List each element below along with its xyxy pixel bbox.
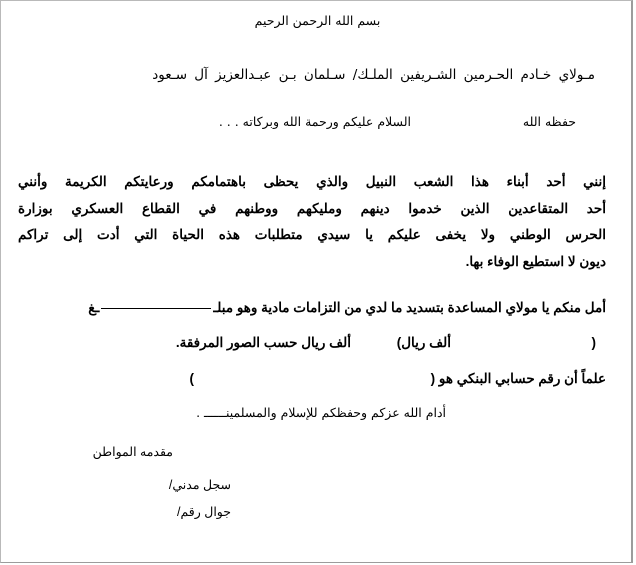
basmala-heading: بسم الله الرحمن الرحيم <box>254 13 381 28</box>
paragraph-line: ديون لا استطيع الوفاء بها. <box>465 253 606 269</box>
alf-riyal-paren: ألف ريال) <box>396 335 451 350</box>
bank-account-line: علماً أن رقم حسابي البنكي هو ( <box>430 371 606 386</box>
mobile-field: جوال رقم/ <box>176 505 231 519</box>
closing-line <box>196 405 446 420</box>
main-paragraph <box>18 169 606 275</box>
closing-dots: ــــــ . <box>196 405 227 420</box>
hafizahullah-text: حفظه الله <box>522 114 576 129</box>
request-line <box>19 300 606 316</box>
paragraph-line: إنني أحد أبناء هذا الشعب النبيل والذي يحظى باهتمامكم ورعايتكم الكريمة وأنني <box>18 174 606 189</box>
request-end: ـغ <box>88 300 100 315</box>
amount-blank <box>101 308 211 309</box>
salutation-line: مـولاي خـادم الحـرمين الشـريفين الملـك/ سـلمان بـن عبـدالعزيز آل سـعود <box>152 67 595 83</box>
alf-riyal-images: ألف ريال حسب الصور المرفقة. <box>175 335 351 350</box>
paragraph-line: أحد المتقاعدين الذين خدموا دينهم ومليكهم ووطنهم في القطاع العسكري بوزارة <box>18 200 606 216</box>
civil-record-field: سجل مدني/ <box>168 478 231 492</box>
salam-greeting: السلام عليكم ورحمة الله وبركاته . . . <box>218 114 411 129</box>
request-text: أمل منكم يا مولاي المساعدة بتسديد ما لدي من التزامات مادية وهو مبلـ <box>213 300 606 315</box>
paragraph-line: الحرس الوطني ولا يخفى عليكم يا سيدي متطلبات هذه الحياة التي أدت إلى تراكم <box>18 227 606 242</box>
paren-open: ( <box>591 335 596 350</box>
closing-text: أدام الله عزكم وحفظكم للإسلام والمسلمين <box>226 405 446 420</box>
paren-close: ) <box>189 371 194 386</box>
signature-label: مقدمه المواطن <box>92 445 173 459</box>
